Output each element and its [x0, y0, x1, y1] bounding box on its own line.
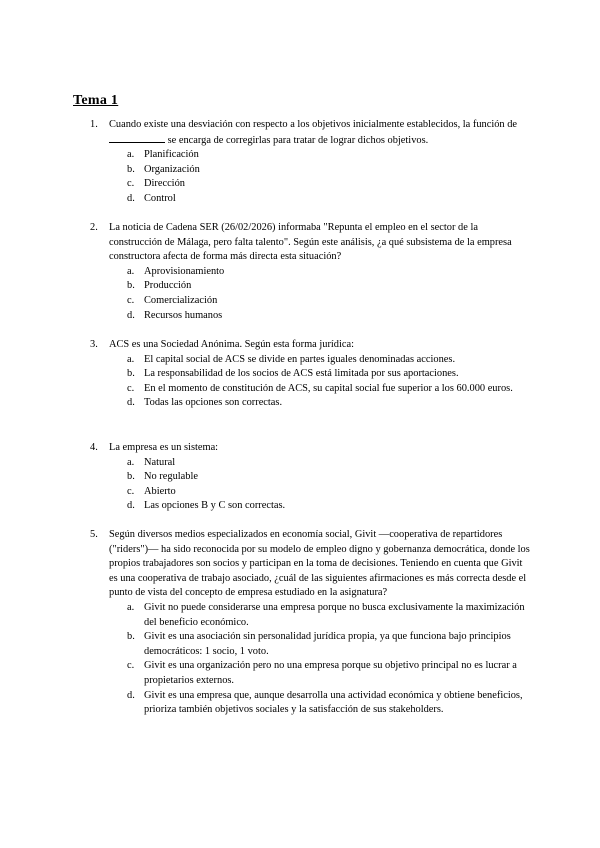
question-number: 2.	[90, 222, 98, 233]
option-c	[90, 294, 530, 309]
question-text: La noticia de Cadena SER (26/02/2026) informaba "Repunta el empleo en el sector de la construcción de Málaga, pero falta talento". Según este análisis, ¿a qué subsistema de la empresa constructora afecta de forma más directa esta situación?	[109, 222, 512, 263]
question-3	[90, 338, 530, 411]
option-text: Recursos humanos	[144, 309, 223, 321]
question-text: ACS es una Sociedad Anónima. Según esta forma jurídica:	[109, 339, 354, 350]
option-letter: d.	[127, 500, 135, 512]
option-a	[90, 148, 530, 163]
option-d	[90, 192, 530, 207]
option-letter: b.	[127, 163, 135, 175]
option-letter: d.	[127, 689, 135, 701]
options-list	[90, 456, 530, 514]
option-c	[90, 177, 530, 192]
question-number: 3.	[90, 339, 98, 350]
option-letter: a.	[127, 149, 135, 161]
option-letter: a.	[127, 601, 135, 613]
question-text: Según diversos medios especializados en economía social, Givit —cooperativa de repartidores ("riders")— ha sido reconocida por su modelo de empleo digno y gobernanza democrática, donde los propios trabajadores son socios y participan en la toma de decisiones. Teniendo en cuenta que Givit es una cooperativa de trabajo asociado, ¿cuál de las siguientes afirmaciones es más correcta desde el punto de vista del concepto de empresa estudiado en la asignatura?	[109, 529, 530, 599]
option-text: Givit es una asociación sin personalidad jurídica propia, ya que funciona bajo principios democráticos: 1 socio, 1 voto.	[144, 631, 511, 657]
option-text: Las opciones B y C son correctas.	[144, 500, 286, 512]
question-text	[109, 118, 530, 148]
question-1	[90, 118, 530, 207]
option-letter: c.	[127, 382, 135, 394]
option-a	[90, 353, 530, 368]
question-text-before: Cuando existe una desviación con respecto a los objetivos inicialmente establecidos, la función de	[109, 119, 517, 130]
option-letter: c.	[127, 178, 135, 190]
option-letter: b.	[127, 280, 135, 292]
option-letter: b.	[127, 631, 135, 643]
option-text: Todas las opciones son correctas.	[144, 397, 283, 409]
question-number: 5.	[90, 529, 98, 540]
option-letter: c.	[127, 485, 135, 497]
option-text: En el momento de constitución de ACS, su capital social fue superior a los 60.000 euros.	[144, 382, 513, 394]
option-letter: a.	[127, 265, 135, 277]
option-d	[90, 396, 530, 411]
option-c	[90, 659, 530, 688]
option-b	[90, 470, 530, 485]
fill-in-blank	[109, 133, 165, 143]
option-text: Aprovisionamiento	[144, 265, 225, 277]
option-text: No regulable	[144, 471, 198, 483]
option-text: Abierto	[144, 485, 176, 497]
question-number: 4.	[90, 442, 98, 453]
option-text: Givit no puede considerarse una empresa porque no busca exclusivamente la maximización del beneficio económico.	[144, 601, 525, 628]
option-a	[90, 265, 530, 280]
option-letter: c.	[127, 294, 135, 306]
question-text: La empresa es un sistema:	[109, 442, 219, 453]
options-list	[90, 601, 530, 718]
option-letter: b.	[127, 471, 135, 483]
options-list	[90, 353, 530, 411]
option-text: Givit es una empresa que, aunque desarrolla una actividad económica y obtiene beneficios, prioriza también objetivos sociales y la satisfacción de sus stakeholders.	[144, 689, 523, 716]
option-d	[90, 689, 530, 718]
option-text: Control	[144, 192, 176, 204]
option-a	[90, 456, 530, 471]
question-2	[90, 221, 530, 323]
option-letter: d.	[127, 397, 135, 409]
question-4	[90, 441, 530, 514]
option-text: Dirección	[144, 178, 185, 190]
question-5	[90, 528, 530, 718]
question-text-after: se encarga de corregirlas para tratar de lograr dichos objetivos.	[167, 134, 429, 146]
option-b	[90, 367, 530, 382]
option-text: El capital social de ACS se divide en partes iguales denominadas acciones.	[144, 353, 456, 365]
option-text: Organización	[144, 163, 200, 175]
option-d	[90, 309, 530, 324]
option-letter: d.	[127, 309, 135, 321]
option-text: Comercialización	[144, 294, 218, 306]
option-a	[90, 601, 530, 630]
option-letter: a.	[127, 456, 135, 468]
option-letter: a.	[127, 353, 135, 365]
option-letter: d.	[127, 192, 135, 204]
option-b	[90, 163, 530, 178]
option-text: La responsabilidad de los socios de ACS está limitada por sus aportaciones.	[144, 368, 459, 380]
options-list	[90, 265, 530, 323]
option-d	[90, 499, 530, 514]
option-c	[90, 382, 530, 397]
options-list	[90, 148, 530, 206]
option-text: Natural	[144, 456, 176, 468]
option-c	[90, 485, 530, 500]
question-number: 1.	[90, 119, 98, 130]
option-b	[90, 630, 530, 659]
option-letter: c.	[127, 660, 135, 672]
option-text: Planificación	[144, 149, 199, 161]
page-title: Tema 1	[73, 93, 119, 108]
option-letter: b.	[127, 368, 135, 380]
option-text: Givit es una organización pero no una empresa porque su objetivo principal no es lucrar a propietarios externos.	[144, 660, 517, 686]
option-text: Producción	[144, 280, 192, 292]
option-b	[90, 279, 530, 294]
